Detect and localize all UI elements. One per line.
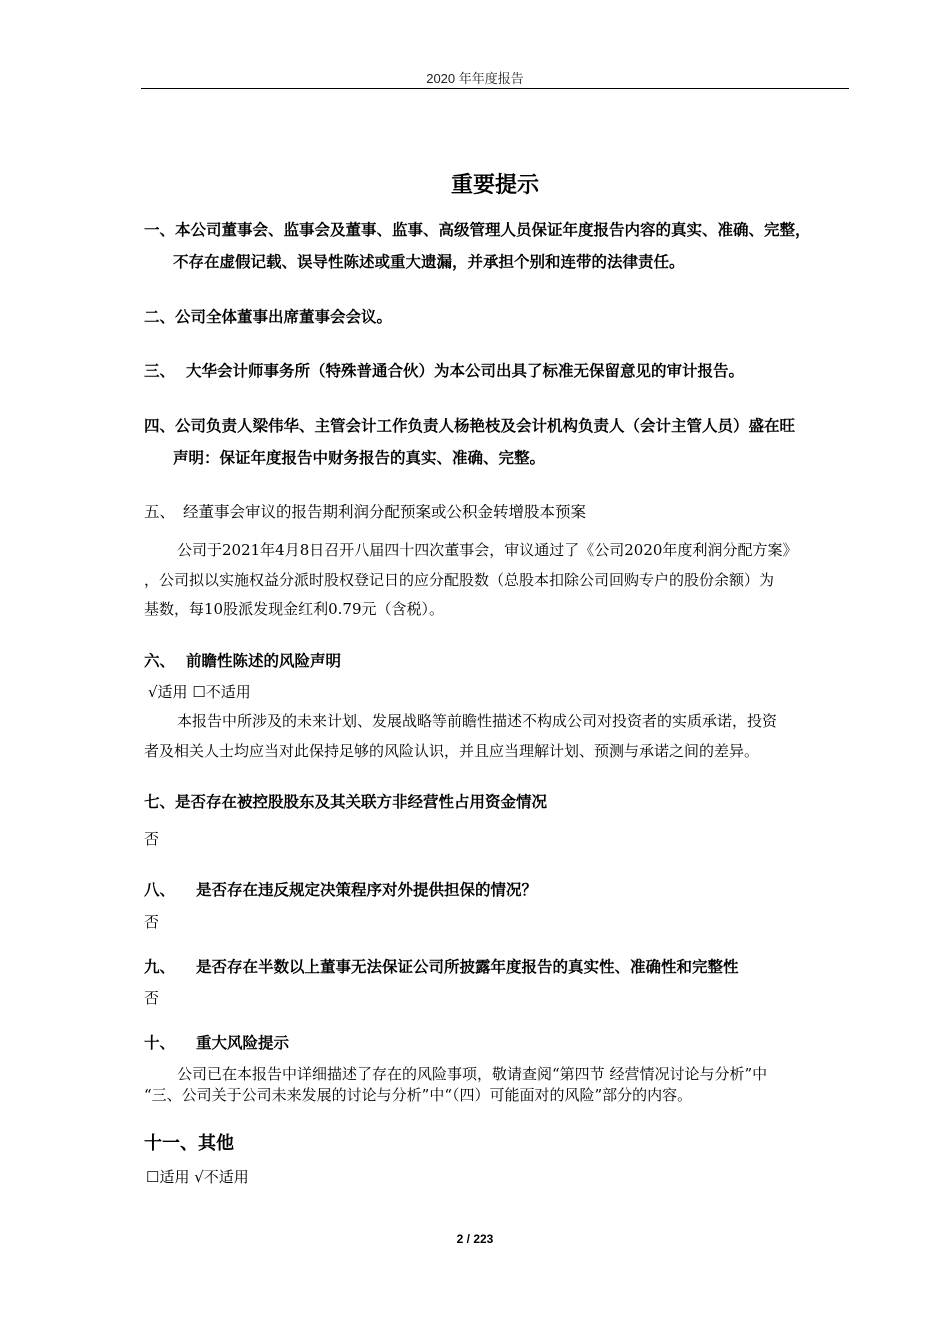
section-4-line-1: 四、公司负责人梁伟华、主管会计工作负责人杨艳枝及会计机构负责人（会计主管人员）盛在旺 xyxy=(144,417,796,435)
header-rule xyxy=(141,88,849,89)
page-number: 2 / 223 xyxy=(456,1232,494,1246)
section-6-applicability: √适用 ☐不适用 xyxy=(148,683,251,701)
section-7-answer: 否 xyxy=(144,830,160,848)
section-2-heading: 二、公司全体董事出席董事会会议。 xyxy=(144,308,393,326)
section-5-body-2: ，公司拟以实施权益分派时股权登记日的应分配股数（总股本扣除公司回购专户的股份余额）为 xyxy=(144,571,775,589)
running-header: 2020 年年度报告 xyxy=(426,71,524,86)
section-10-body-2: “三、公司关于公司未来发展的讨论与分析”中“（四）可能面对的风险”部分的内容。 xyxy=(144,1086,693,1104)
section-6-heading: 前瞻性陈述的风险声明 xyxy=(186,652,342,670)
section-6-number: 六、 xyxy=(144,652,176,670)
section-10-number: 十、 xyxy=(144,1034,176,1052)
section-7-heading: 七、是否存在被控股股东及其关联方非经营性占用资金情况 xyxy=(144,793,548,811)
section-8-answer: 否 xyxy=(144,913,160,931)
section-4-line-2: 声明：保证年度报告中财务报告的真实、准确、完整。 xyxy=(173,449,546,467)
section-10-body-1: 公司已在本报告中详细描述了存在的风险事项，敬请查阅“第四节 经营情况讨论与分析”中 xyxy=(177,1065,768,1083)
page-title: 重要提示 xyxy=(450,173,539,198)
section-8-number: 八、 xyxy=(144,881,176,899)
section-5-body-1: 公司于2021年4月8日召开八届四十四次董事会，审议通过了《公司2020年度利润分配方案》 xyxy=(177,541,798,559)
section-1-line-2: 不存在虚假记载、误导性陈述或重大遗漏，并承担个别和连带的法律责任。 xyxy=(173,253,685,271)
section-11-applicability: ☐适用 √不适用 xyxy=(146,1168,249,1186)
section-5-heading: 经董事会审议的报告期利润分配预案或公积金转增股本预案 xyxy=(183,503,587,521)
section-6-body-2: 者及相关人士均应当对此保持足够的风险认识，并且应当理解计划、预测与承诺之间的差异。 xyxy=(144,742,760,760)
section-1-line-1: 一、本公司董事会、监事会及董事、监事、高级管理人员保证年度报告内容的真实、准确、完整， xyxy=(144,221,811,239)
section-5-body-3: 基数，每10股派发现金红利0.79元（含税）。 xyxy=(144,600,444,618)
section-9-heading: 是否存在半数以上董事无法保证公司所披露年度报告的真实性、准确性和完整性 xyxy=(196,958,739,976)
section-10-heading: 重大风险提示 xyxy=(196,1034,290,1052)
section-9-answer: 否 xyxy=(144,989,160,1007)
section-3-number: 三、 xyxy=(144,362,176,380)
section-9-number: 九、 xyxy=(144,958,176,976)
section-6-body-1: 本报告中所涉及的未来计划、发展战略等前瞻性描述不构成公司对投资者的实质承诺，投资 xyxy=(177,712,778,730)
section-8-heading: 是否存在违反规定决策程序对外提供担保的情况？ xyxy=(196,881,538,899)
section-11-heading: 十一、其他 xyxy=(144,1133,234,1154)
section-5-number: 五、 xyxy=(144,503,176,521)
section-3-heading: 大华会计师事务所（特殊普通合伙）为本公司出具了标准无保留意见的审计报告。 xyxy=(186,362,745,380)
